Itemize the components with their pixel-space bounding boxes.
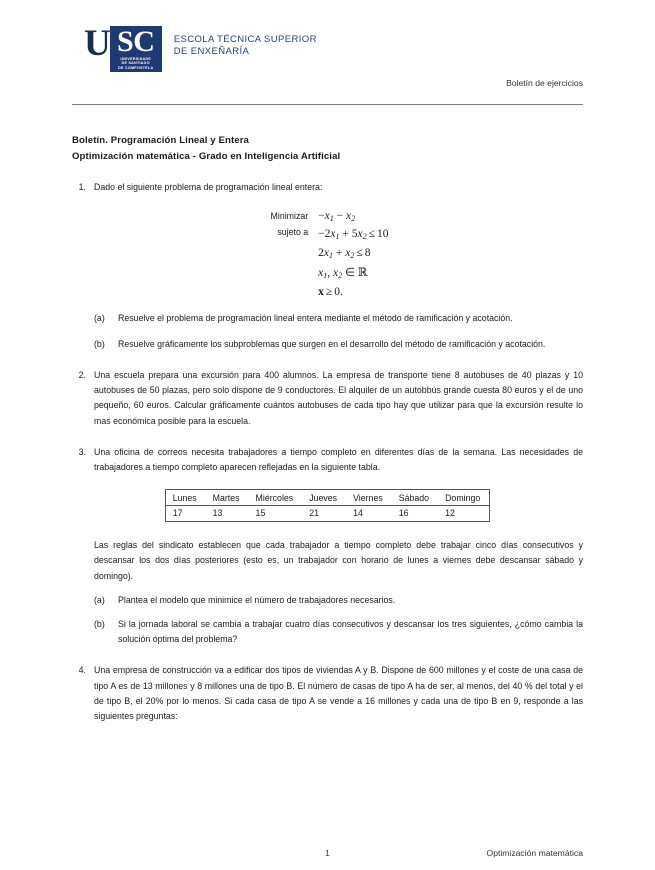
exercise-subitem bbox=[94, 617, 583, 647]
exercise-list bbox=[72, 180, 583, 475]
logo-sub-line-3: DE COMPOSTELA bbox=[118, 65, 154, 70]
table-cell: 15 bbox=[255, 508, 266, 519]
spacer bbox=[72, 538, 94, 584]
math-constraint-3: x1, x2 ∈ ℝ bbox=[318, 264, 368, 280]
math-constraint-2: 2x1 + x2 ≤ 8 bbox=[318, 247, 371, 260]
subitem-label: (a) bbox=[94, 594, 105, 605]
exercise-item bbox=[72, 368, 583, 429]
exercise-subitem bbox=[94, 337, 583, 352]
logo-sub-line-1: UNIVERSIDADE bbox=[120, 57, 152, 61]
math-constraint-4: x ≥ 0. bbox=[318, 285, 343, 298]
weekly-demand-table-wrapper bbox=[0, 489, 655, 522]
table-header-cell: Miércoles bbox=[255, 493, 294, 504]
footer-course-name: Optimización matemática bbox=[486, 848, 583, 858]
exercise-number: 4. bbox=[78, 665, 86, 676]
usc-logo-mark bbox=[84, 23, 162, 72]
table-header-cell: Martes bbox=[212, 493, 240, 504]
school-name-line-1: ESCOLA TÉCNICA SUPERIOR bbox=[173, 34, 317, 45]
math-label-subject: sujeto a bbox=[277, 226, 309, 237]
table-cell: 17 bbox=[172, 508, 183, 519]
subitem-text: Resuelve gráficamente los subproblemas que surgen en el desarrollo del método de ramificación y acotación. bbox=[118, 338, 546, 349]
page-title-line-2: Optimización matemática - Grado en Inteligencia Artificial bbox=[72, 150, 341, 162]
math-label-objective: Minimizar bbox=[270, 210, 309, 221]
logo-sub-line-2: DE SANTIAGO bbox=[121, 61, 150, 66]
exercise-item bbox=[72, 445, 583, 475]
subitem-text: Resuelve el problema de programación lineal entera mediante el método de ramificación y acotación. bbox=[118, 312, 513, 323]
page-number: 1 bbox=[325, 848, 330, 858]
subitem-label: (b) bbox=[94, 338, 105, 349]
header-note: Boletín de ejercicios bbox=[506, 78, 583, 88]
weekly-demand-table bbox=[165, 489, 491, 522]
exercise-number: 2. bbox=[78, 370, 86, 380]
logo-box bbox=[110, 26, 162, 72]
table-cell: 16 bbox=[398, 508, 409, 519]
exercise-after-table bbox=[72, 538, 583, 584]
school-name-line-2: DE ENXEÑARÍA bbox=[173, 45, 250, 57]
header-divider bbox=[72, 104, 583, 105]
exercise-number: 1. bbox=[78, 182, 86, 193]
subitem-text: Si la jornada laboral se cambia a trabajar cuatro días consecutivos y descansar los tres siguientes, ¿cómo cambia la solución óptima del problema? bbox=[118, 619, 583, 645]
subitem-text: Plantea el modelo que minimice el número de trabajadores necesarios. bbox=[118, 594, 396, 605]
page-title-line-1: Boletín. Programación Lineal y Entera bbox=[72, 135, 249, 147]
table-cell: 13 bbox=[212, 508, 223, 519]
math-equations bbox=[318, 208, 388, 300]
exercise-item bbox=[72, 663, 583, 724]
school-name bbox=[174, 34, 317, 57]
page-title bbox=[72, 133, 583, 164]
math-objective-function: −x1 − x2 bbox=[318, 209, 356, 223]
exercise-subitem bbox=[94, 593, 583, 608]
table-header-cell: Sábado bbox=[398, 493, 430, 504]
math-labels bbox=[271, 208, 319, 300]
table-cell: 21 bbox=[309, 508, 319, 519]
exercise-text: Una oficina de correos necesita trabajadores a tiempo completo en diferentes días de la semana. Las necesidades de trabajadores a tiempo completo aparecen reflejadas en la siguiente tabla. bbox=[94, 446, 583, 473]
document-page bbox=[0, 22, 655, 870]
exercise-text: Una escuela prepara una excursión para 400 alumnos. La empresa de transporte tiene 8 autobuses de 40 plazas y 10 autobuses de 50 plazas, pero solo dispone de 9 conductores. El alquiler de un autobbús grande cuesta 80 euros y el de uno pequeño, 60 euros. Calcular gráficamente cuántos autobuses de cada tipo hay que utilizar para que la excursión resulte lo mas económica posible para la escuela. bbox=[94, 370, 583, 426]
table-header-cell: Lunes bbox=[172, 493, 197, 504]
exercise-text: Dado el siguiente problema de programación lineal entera: bbox=[94, 182, 323, 193]
table-row bbox=[165, 506, 490, 522]
after-table-text: Las reglas del sindicato establecen que cada trabajador a tiempo completo debe trabajar cinco días consecutivos y descansar los dos días posteriores (esto es, un trabajador con horario de lunes a viernes debe descansar sábado y domingo). bbox=[94, 540, 583, 581]
exercise-subitem bbox=[94, 311, 583, 326]
logo-letter-u: U bbox=[84, 23, 110, 64]
table-header-cell: Viernes bbox=[353, 493, 383, 504]
table-header-cell: Jueves bbox=[309, 493, 338, 504]
table-header-cell: Domingo bbox=[445, 493, 481, 504]
subitem-label: (b) bbox=[94, 619, 105, 630]
subitem-label: (a) bbox=[94, 312, 105, 323]
table-cell: 14 bbox=[353, 508, 363, 519]
exercise-text: Una empresa de construcción va a edificar dos tipos de viviendas A y B. Dispone de 600 millones y el coste de una casa de tipo A es de 13 millones y 8 millones una de tipo B. El número de casas de tipo A ha de ser, al menos, del 40 % del total y el de tipo B, el 20% por lo menos. Si cada casa de tipo A se vende a 16 millones y cada una de tipo B en 9, responde a las siguientes preguntas: bbox=[94, 665, 583, 722]
page-header bbox=[72, 22, 583, 100]
logo-letters-sc: SC bbox=[117, 25, 155, 58]
exercise-list-continued bbox=[72, 538, 583, 724]
math-block bbox=[72, 208, 583, 300]
usc-logo bbox=[84, 23, 317, 72]
math-constraint-1: −2x1 + 5x2 ≤ 10 bbox=[318, 228, 389, 242]
exercise-item bbox=[72, 180, 583, 195]
table-header-row bbox=[165, 490, 490, 506]
exercise-number: 3. bbox=[78, 446, 86, 457]
table-cell: 12 bbox=[445, 508, 455, 519]
